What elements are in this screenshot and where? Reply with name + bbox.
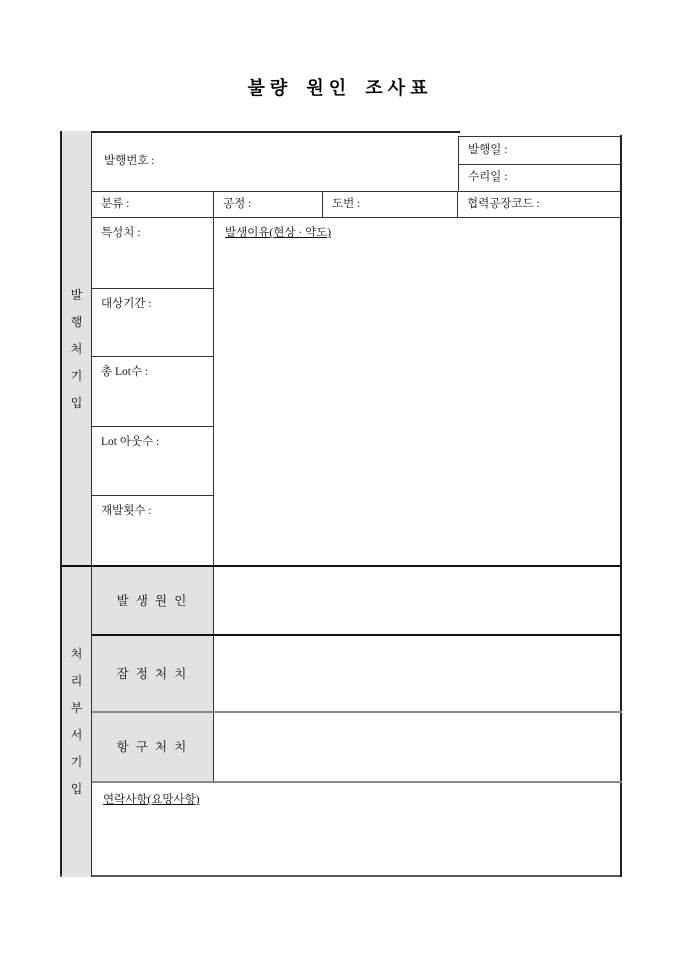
recurrence-label: 재발횟수 : xyxy=(101,505,152,517)
repair-date-field[interactable] xyxy=(459,165,622,191)
permanent-measure-label-cell xyxy=(92,713,214,782)
issue-number-label: 발행번호 : xyxy=(104,155,155,168)
contact-notes-area[interactable] xyxy=(92,783,620,877)
category-label: 분류 : xyxy=(101,197,130,210)
handler-section-strip xyxy=(62,567,92,877)
process-field[interactable] xyxy=(214,192,323,218)
cause-label: 발 생 원 인 xyxy=(116,593,189,608)
temporary-measure-content-area[interactable] xyxy=(214,636,620,712)
recurrence-field[interactable] xyxy=(92,496,214,567)
cause-label-cell xyxy=(92,567,214,635)
issue-date-field[interactable] xyxy=(459,137,622,165)
page-title: 불량 원인 조사표 xyxy=(247,78,433,98)
issuer-section-strip xyxy=(62,131,92,567)
lot-out-field[interactable] xyxy=(92,427,214,496)
cause-content-area[interactable] xyxy=(214,567,620,635)
target-period-label: 대상기간 : xyxy=(101,298,152,310)
drawing-number-label: 도번 : xyxy=(332,197,361,210)
defect-cause-form-table xyxy=(62,131,622,877)
partner-code-label: 협력공장코드 : xyxy=(467,197,540,210)
contact-notes-label: 연락사항(요망사항) xyxy=(103,794,200,806)
total-lots-field[interactable] xyxy=(92,357,214,427)
category-field[interactable] xyxy=(92,192,214,218)
repair-date-label: 수리일 : xyxy=(468,171,508,184)
handler-section-side-label: 처리부서기입 xyxy=(70,647,83,796)
lot-out-label: Lot 아웃수 : xyxy=(101,436,160,448)
characteristic-field[interactable] xyxy=(92,218,214,289)
temporary-measure-label-cell xyxy=(92,636,214,712)
issue-number-field[interactable] xyxy=(92,133,458,192)
process-label: 공정 : xyxy=(223,197,252,210)
reason-sketch-area[interactable] xyxy=(214,218,620,567)
issue-date-label: 발행일 : xyxy=(468,143,508,156)
permanent-measure-content-area[interactable] xyxy=(214,713,620,782)
total-lots-label: 총 Lot수 : xyxy=(101,366,149,378)
temporary-measure-label: 잠 정 처 치 xyxy=(116,666,189,681)
dates-box xyxy=(458,136,621,192)
characteristic-label: 특성치 : xyxy=(101,227,141,239)
drawing-number-field[interactable] xyxy=(323,192,458,218)
target-period-field[interactable] xyxy=(92,289,214,357)
table-right-border xyxy=(620,135,622,877)
partner-code-field[interactable] xyxy=(458,192,620,218)
issuer-section-side-label: 발행처기입 xyxy=(70,287,83,410)
permanent-measure-label: 항 구 처 치 xyxy=(116,740,189,754)
reason-label: 발생이유(현상 · 약도) xyxy=(225,227,332,239)
